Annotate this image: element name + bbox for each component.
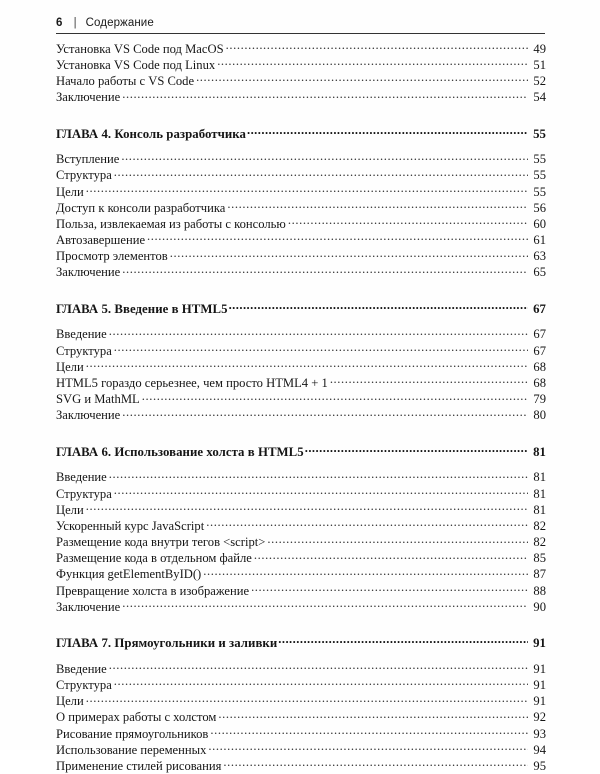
toc-group (56, 423, 546, 614)
dot-leader (278, 634, 528, 647)
toc-chapter-label: ГЛАВА 7. Прямоугольники и заливки (56, 636, 278, 651)
toc-entry-label: Ускоренный курс JavaScript (56, 518, 205, 533)
spacer (56, 317, 546, 326)
dot-leader (86, 358, 528, 371)
toc-entry-page: 93 (533, 726, 546, 741)
toc-entry[interactable] (56, 582, 546, 598)
dot-leader (86, 183, 528, 196)
toc-chapter-page: 81 (533, 444, 546, 459)
toc-entry[interactable] (56, 693, 546, 709)
toc-entry-label: Функция getElementByID() (56, 567, 202, 582)
dot-leader (247, 125, 528, 138)
toc-entry-label: Структура (56, 486, 112, 501)
toc-entry-page: 91 (533, 694, 546, 709)
toc-entry[interactable] (56, 660, 546, 676)
toc-entry-page: 85 (533, 551, 546, 566)
dot-leader (121, 151, 528, 164)
dot-leader (86, 693, 528, 706)
header-separator: | (73, 17, 77, 29)
toc-chapter-entry[interactable] (56, 300, 546, 317)
toc-entry[interactable] (56, 741, 546, 757)
toc-entry[interactable] (56, 501, 546, 517)
toc-entry-label: Применение стилей рисования (56, 758, 222, 773)
toc-entry-page: 51 (533, 57, 546, 72)
spacer (56, 460, 546, 469)
toc-entry[interactable] (56, 40, 546, 56)
dot-leader (226, 40, 528, 53)
dot-leader (251, 582, 528, 595)
toc-entry-label: О примерах работы с холстом (56, 710, 217, 725)
toc-entry-page: 90 (533, 599, 546, 614)
toc-entry-page: 88 (533, 583, 546, 598)
toc-entry-label: Размещение кода внутри тегов <script> (56, 535, 266, 550)
toc-entry-label: Доступ к консоли разработчика (56, 200, 226, 215)
dot-leader (109, 660, 528, 673)
spacer (56, 614, 546, 634)
toc-entry-label: Структура (56, 343, 112, 358)
dot-leader (223, 757, 528, 770)
toc-entry[interactable] (56, 469, 546, 485)
toc-entry-page: 95 (533, 758, 546, 773)
toc-entry-label: Цели (56, 184, 84, 199)
toc-entry-page: 80 (533, 408, 546, 423)
toc-entry-label: Введение (56, 470, 107, 485)
toc-entry-label: Установка VS Code под Linux (56, 57, 216, 72)
dot-leader (218, 709, 528, 722)
toc-entry-label: HTML5 гораздо серьезнее, чем просто HTML4 + 1 (56, 376, 328, 390)
toc-entry-label: Структура (56, 168, 112, 183)
toc-entry[interactable] (56, 56, 546, 72)
dot-leader (305, 443, 528, 456)
spacer (56, 651, 546, 660)
toc-entry[interactable] (56, 72, 546, 88)
dot-leader (114, 342, 528, 355)
toc-entry-page: 61 (533, 233, 546, 248)
toc-group (56, 105, 546, 280)
toc-entry-label: Цели (56, 359, 84, 374)
toc-entry-label: Заключение (56, 408, 121, 423)
toc-entry[interactable] (56, 358, 546, 374)
dot-leader (122, 598, 528, 611)
toc-entry-page: 55 (533, 184, 546, 199)
spacer (56, 105, 546, 125)
dot-leader (170, 248, 528, 261)
toc-entry-label: Установка VS Code под MacOS (56, 41, 224, 56)
toc-entry-page: 63 (533, 249, 546, 264)
toc-entry-page: 67 (533, 343, 546, 358)
running-header (56, 12, 546, 34)
toc-entry[interactable] (56, 391, 546, 407)
toc-entry[interactable] (56, 248, 546, 264)
toc-entry[interactable] (56, 407, 546, 423)
dot-leader (217, 56, 528, 69)
dot-leader (114, 167, 528, 180)
toc-entry-label: Просмотр элементов (56, 249, 168, 264)
toc-entry-label: SVG и MathML (56, 392, 140, 407)
toc-entry-label: Вступление (56, 152, 120, 167)
spacer (56, 142, 546, 151)
dot-leader (142, 391, 528, 404)
toc-entry[interactable] (56, 534, 546, 550)
spacer (56, 423, 546, 443)
toc-entry[interactable] (56, 757, 546, 773)
toc-entry-page: 52 (533, 73, 546, 88)
dot-leader (208, 741, 528, 754)
toc-chapter-label: ГЛАВА 4. Консоль разработчика (56, 126, 246, 141)
toc-entry-label: Размещение кода в отдельном файле (56, 551, 252, 566)
toc-entry[interactable] (56, 725, 546, 741)
toc-entry-page: 60 (533, 216, 546, 231)
toc-entry-label: Использование переменных (56, 742, 207, 757)
toc-entry[interactable] (56, 151, 546, 167)
dot-leader (114, 485, 528, 498)
toc-group (56, 40, 546, 105)
toc-entry[interactable] (56, 709, 546, 725)
toc-entry-label: Введение (56, 327, 107, 342)
toc-entry-page: 94 (533, 742, 546, 757)
header-title: Содержание (85, 17, 154, 29)
toc-entry-label: Цели (56, 502, 84, 517)
table-of-contents (56, 40, 546, 774)
toc-entry-page: 81 (533, 502, 546, 517)
dot-leader (254, 550, 528, 563)
toc-entry[interactable] (56, 566, 546, 582)
toc-entry-page: 49 (533, 41, 546, 56)
toc-entry-label: Структура (56, 678, 112, 693)
dot-leader (330, 374, 528, 387)
toc-entry-label: Заключение (56, 599, 121, 614)
dot-leader (203, 566, 528, 579)
toc-entry-page: 82 (533, 535, 546, 550)
toc-entry[interactable] (56, 517, 546, 533)
toc-chapter-label: ГЛАВА 6. Использование холста в HTML5 (56, 444, 304, 459)
toc-entry-page: 91 (533, 661, 546, 676)
dot-leader (147, 231, 528, 244)
toc-chapter-entry[interactable] (56, 634, 546, 651)
toc-entry[interactable] (56, 485, 546, 501)
dot-leader (109, 469, 528, 482)
page-folio-number: 6 (56, 17, 63, 29)
toc-chapter-label: ГЛАВА 5. Введение в HTML5 (56, 301, 228, 316)
dot-leader (288, 215, 528, 228)
toc-entry[interactable] (56, 264, 546, 280)
toc-entry[interactable] (56, 326, 546, 342)
toc-entry[interactable] (56, 550, 546, 566)
spacer (56, 280, 546, 300)
toc-entry[interactable] (56, 89, 546, 105)
toc-group (56, 280, 546, 423)
dot-leader (227, 199, 528, 212)
toc-entry-label: Введение (56, 661, 107, 676)
toc-chapter-page: 55 (533, 126, 546, 141)
dot-leader (114, 676, 528, 689)
toc-entry-page: 68 (533, 376, 546, 390)
dot-leader (206, 517, 528, 530)
toc-entry[interactable] (56, 676, 546, 692)
dot-leader (196, 72, 528, 85)
toc-entry-page: 82 (533, 518, 546, 533)
toc-chapter-entry[interactable] (56, 443, 546, 460)
toc-entry[interactable] (56, 199, 546, 215)
toc-chapter-page: 91 (533, 636, 546, 651)
toc-entry[interactable] (56, 183, 546, 199)
toc-entry-label: Начало работы с VS Code (56, 73, 195, 88)
toc-entry[interactable] (56, 374, 546, 390)
toc-entry-page: 56 (533, 200, 546, 215)
dot-leader (109, 326, 528, 339)
dot-leader (210, 725, 528, 738)
toc-entry-page: 87 (533, 567, 546, 582)
toc-entry-page: 91 (533, 678, 546, 693)
toc-entry-label: Автозавершение (56, 233, 146, 248)
toc-entry[interactable] (56, 215, 546, 231)
toc-entry-label: Превращение холста в изображение (56, 583, 250, 598)
toc-entry-page: 54 (533, 90, 546, 105)
toc-chapter-page: 67 (533, 301, 546, 316)
toc-entry-page: 92 (533, 710, 546, 725)
toc-entry-label: Цели (56, 694, 84, 709)
toc-entry[interactable] (56, 231, 546, 247)
toc-entry-page: 68 (533, 359, 546, 374)
toc-entry[interactable] (56, 342, 546, 358)
toc-entry-page: 55 (533, 152, 546, 167)
dot-leader (122, 89, 528, 102)
toc-entry-page: 65 (533, 265, 546, 280)
toc-entry-page: 55 (533, 168, 546, 183)
toc-entry[interactable] (56, 598, 546, 614)
toc-entry-label: Заключение (56, 90, 121, 105)
dot-leader (86, 501, 528, 514)
toc-entry-label: Рисование прямоугольников (56, 726, 209, 741)
toc-entry-page: 81 (533, 470, 546, 485)
toc-chapter-entry[interactable] (56, 125, 546, 142)
toc-entry[interactable] (56, 167, 546, 183)
toc-entry-label: Польза, извлекаемая из работы с консолью (56, 216, 286, 231)
dot-leader (122, 407, 528, 420)
dot-leader (122, 264, 528, 277)
toc-entry-page: 79 (533, 392, 546, 407)
header-rule (56, 33, 545, 34)
toc-entry-label: Заключение (56, 265, 121, 280)
dot-leader (229, 300, 528, 313)
toc-entry-page: 81 (533, 486, 546, 501)
dot-leader (267, 534, 528, 547)
toc-entry-page: 67 (533, 327, 546, 342)
